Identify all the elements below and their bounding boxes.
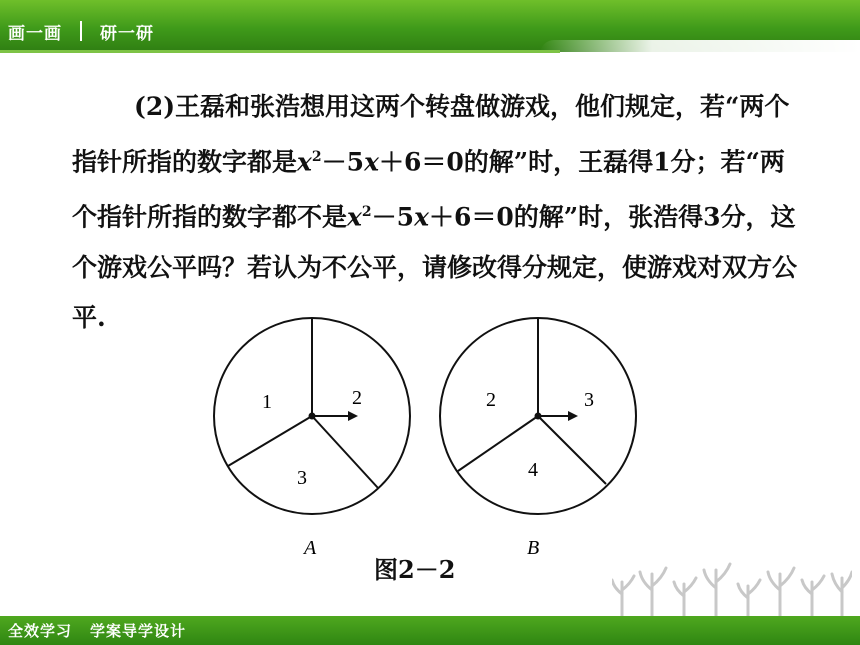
- spinner-b-num-4: 4: [528, 459, 538, 481]
- spinner-a-label: A: [304, 537, 317, 559]
- footer-subtitle: 学案导学设计: [90, 622, 187, 640]
- equation-coef: －5: [371, 202, 415, 232]
- problem-text: [72, 82, 802, 343]
- spinner-b: [440, 318, 636, 559]
- problem-paragraph: [72, 82, 802, 343]
- header-stripe: [540, 40, 860, 54]
- spinner-b-num-2: 2: [486, 389, 496, 411]
- problem-seg2: ＋6＝0的解”时，王磊得1分；若“两个指针所指的数字都不是: [72, 147, 785, 232]
- tab-study[interactable]: 研一研: [100, 23, 154, 44]
- equation-var: x: [347, 202, 362, 232]
- header-tabs: [8, 18, 154, 44]
- equation-exponent: 2: [361, 204, 372, 221]
- footer-brand: 全效学习: [8, 622, 73, 640]
- equation-var: x: [297, 147, 312, 177]
- equation-coef: －5: [321, 147, 365, 177]
- tab-separator: [80, 21, 82, 41]
- spinner-a-num-1: 1: [262, 391, 272, 413]
- footer-text: [8, 620, 186, 641]
- problem-seg3: ＋6＝0的解”时，张浩得3分，这个游戏公平吗？若认为不公平，请修改得分规定，使游戏对双方公平.: [72, 202, 798, 332]
- equation-exponent: 2: [311, 149, 322, 165]
- spinner-a-num-3: 3: [297, 467, 307, 489]
- problem-seg1: (2)王磊和张浩想用这两个转盘做游戏，他们规定，若“两个指针所指的数字都是: [72, 92, 790, 177]
- spinner-b-num-3: 3: [584, 389, 594, 411]
- footer-bar: [0, 616, 860, 645]
- header-bar: [0, 0, 860, 52]
- tab-draw[interactable]: 画一画: [8, 23, 62, 44]
- spinner-b-label: B: [527, 537, 540, 559]
- equation-var: x: [364, 147, 379, 177]
- plant-decoration: [612, 560, 852, 618]
- spinner-a: [214, 318, 410, 559]
- equation-var: x: [414, 202, 429, 232]
- figure-caption: 图2－2: [374, 555, 456, 584]
- header-underline: [0, 50, 560, 53]
- spinner-a-num-2: 2: [352, 387, 362, 409]
